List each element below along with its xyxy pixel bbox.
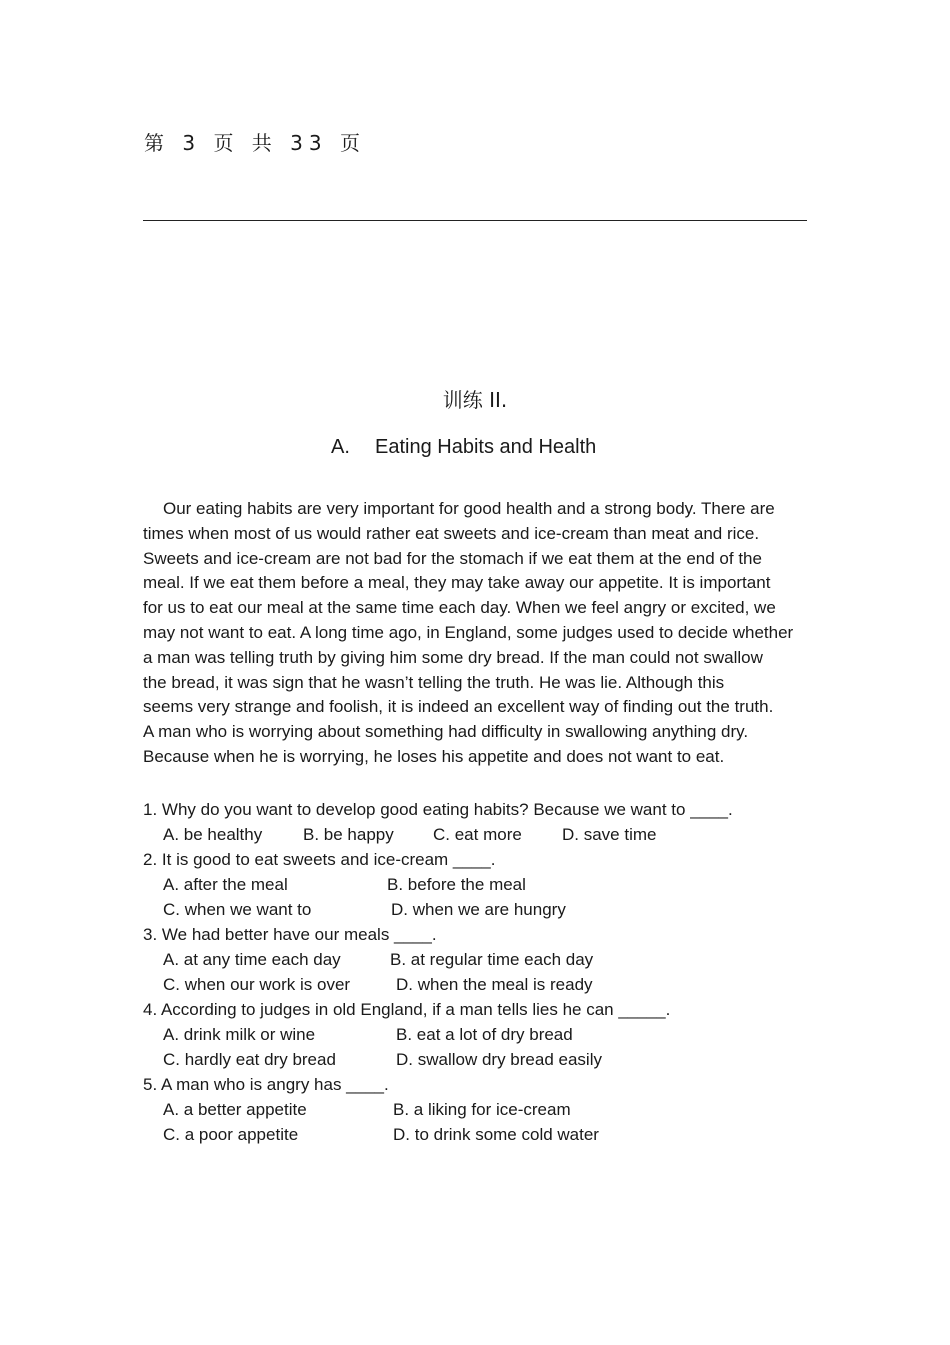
option-row bbox=[143, 1047, 843, 1072]
passage-line: the bread, it was sign that he wasn’t telling the truth. He was lie. Although this bbox=[143, 672, 725, 692]
section-title: 训练 II. bbox=[442, 388, 508, 412]
option-row bbox=[143, 897, 843, 922]
passage-line: Our eating habits are very important for good health and a strong body. There are bbox=[163, 499, 775, 518]
option-a[interactable]: A. a better appetite bbox=[163, 1100, 307, 1119]
option-d[interactable]: D. swallow dry bread easily bbox=[396, 1050, 602, 1069]
page-number: 第 3 页 共 33 页 bbox=[144, 131, 366, 155]
reading-passage bbox=[143, 497, 843, 770]
option-row bbox=[143, 947, 843, 972]
option-d[interactable]: D. when we are hungry bbox=[391, 900, 566, 919]
option-row bbox=[143, 1097, 843, 1122]
option-a[interactable]: A. drink milk or wine bbox=[163, 1025, 316, 1044]
passage-line: times when most of us would rather eat sweets and ice-cream than meat and rice. bbox=[143, 523, 760, 543]
passage-title-text: Eating Habits and Health bbox=[375, 436, 597, 458]
passage-line: Sweets and ice-cream are not bad for the stomach if we eat them at the end of the bbox=[143, 548, 762, 568]
passage-line: for us to eat our meal at the same time each day. When we feel angry or excited, we bbox=[143, 598, 776, 618]
passage-letter: A. bbox=[331, 436, 350, 458]
option-b[interactable]: B. a liking for ice-cream bbox=[393, 1100, 571, 1119]
option-a[interactable]: A. at any time each day bbox=[163, 950, 341, 969]
option-c[interactable]: C. when we want to bbox=[163, 900, 312, 919]
option-b[interactable]: B. before the meal bbox=[387, 875, 526, 894]
option-d[interactable]: D. when the meal is ready bbox=[396, 975, 593, 994]
option-c[interactable]: C. a poor appetite bbox=[163, 1125, 299, 1144]
passage-line: A man who is worrying about something had difficulty in swallowing anything dry. bbox=[143, 722, 749, 742]
question-stem: 5. A man who is angry has ____. bbox=[143, 1075, 389, 1094]
option-c[interactable]: C. when our work is over bbox=[163, 975, 351, 994]
option-row bbox=[143, 822, 843, 847]
question-stem: 2. It is good to eat sweets and ice-cream ____. bbox=[143, 850, 496, 869]
option-a[interactable]: A. after the meal bbox=[163, 875, 288, 894]
question-stem: 1. Why do you want to develop good eating habits? Because we want to ____. bbox=[143, 800, 733, 819]
option-row bbox=[143, 1022, 843, 1047]
option-b[interactable]: B. be happy bbox=[303, 825, 394, 844]
passage-line: may not want to eat. A long time ago, in England, some judges used to decide whether bbox=[143, 622, 794, 642]
option-d[interactable]: D. save time bbox=[562, 825, 657, 844]
passage-line: meal. If we eat them before a meal, they may take away our appetite. It is important bbox=[143, 573, 771, 593]
option-b[interactable]: B. at regular time each day bbox=[390, 950, 594, 969]
option-row bbox=[143, 1122, 843, 1147]
option-row bbox=[143, 872, 843, 897]
option-d[interactable]: D. to drink some cold water bbox=[393, 1125, 599, 1144]
header-divider bbox=[143, 220, 807, 221]
passage-line: seems very strange and foolish, it is indeed an excellent way of finding out the truth. bbox=[143, 697, 774, 717]
question-stem: 4. According to judges in old England, if a man tells lies he can _____. bbox=[143, 1000, 671, 1019]
option-c[interactable]: C. eat more bbox=[433, 825, 522, 844]
option-row bbox=[143, 972, 843, 997]
option-c[interactable]: C. hardly eat dry bread bbox=[163, 1050, 336, 1069]
passage-line: Because when he is worrying, he loses his appetite and does not want to eat. bbox=[143, 746, 725, 766]
passage-title bbox=[331, 436, 596, 459]
option-b[interactable]: B. eat a lot of dry bread bbox=[396, 1025, 573, 1044]
question-stem: 3. We had better have our meals ____. bbox=[143, 925, 437, 944]
passage-line: a man was telling truth by giving him some dry bread. If the man could not swallow bbox=[143, 647, 763, 667]
question-list bbox=[143, 797, 843, 1147]
option-a[interactable]: A. be healthy bbox=[163, 825, 263, 844]
